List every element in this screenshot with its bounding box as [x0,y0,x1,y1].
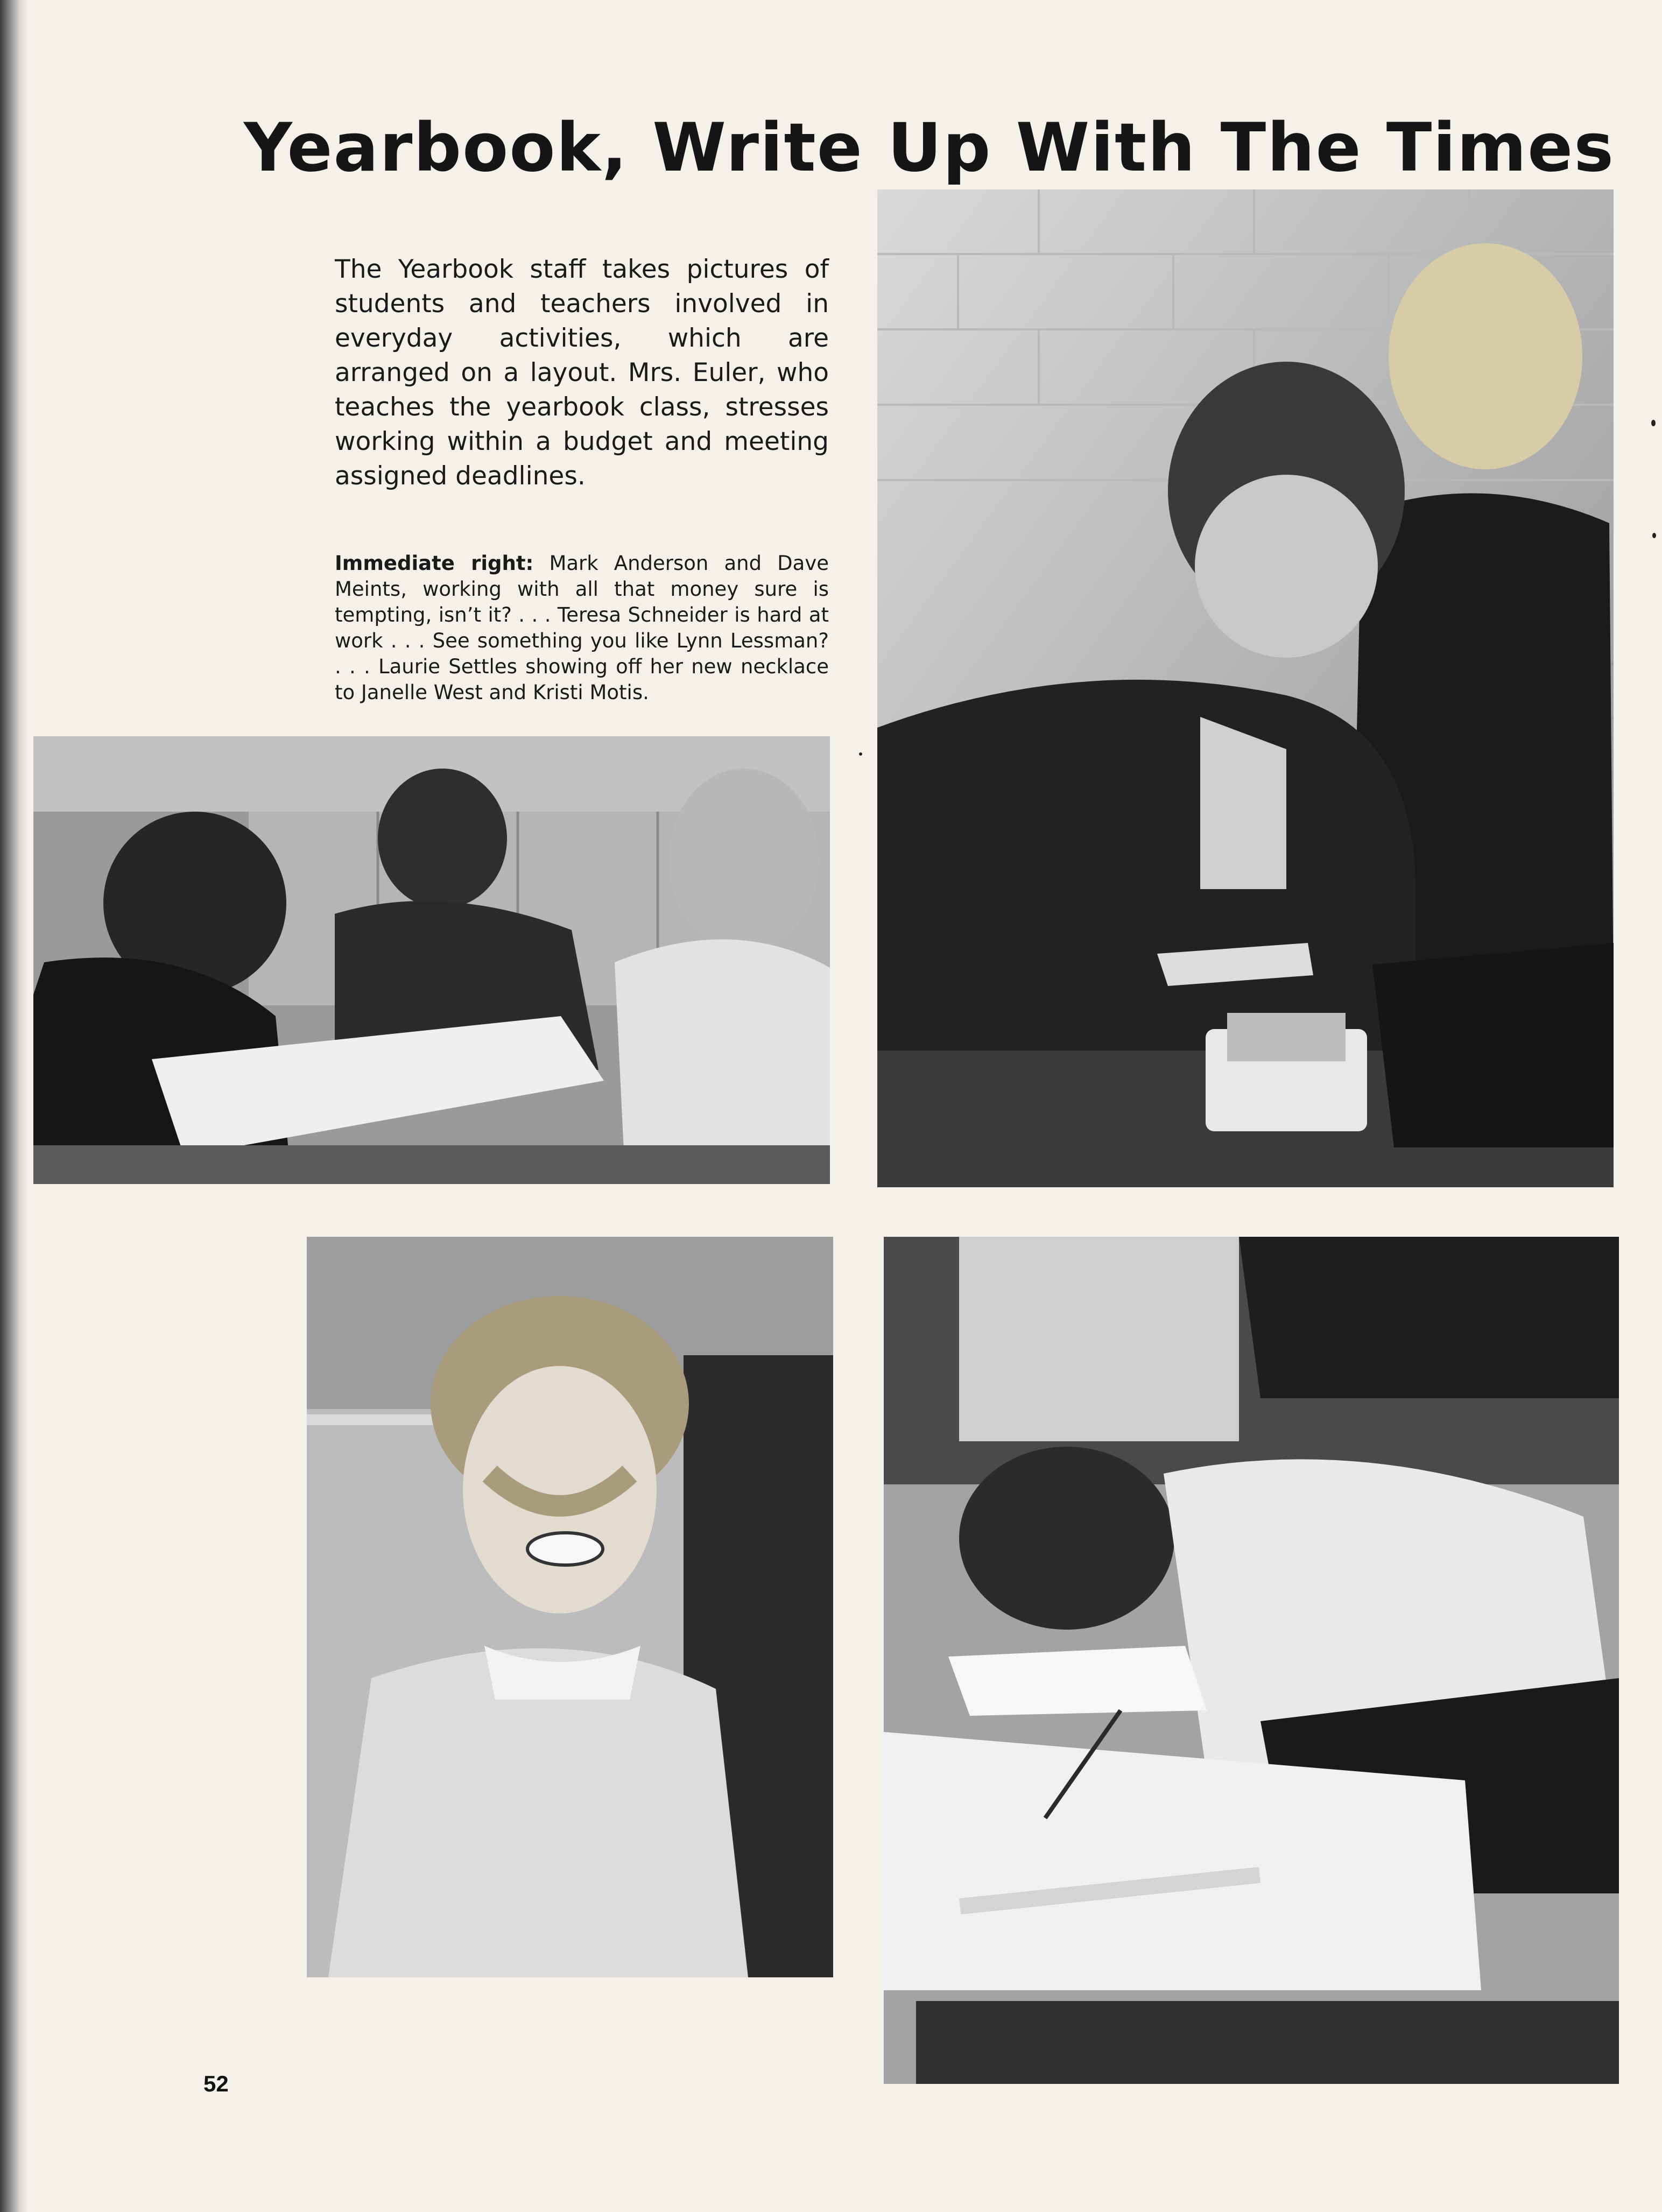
photo-caption [335,551,829,706]
caption-lead: Immediate right: [335,552,534,575]
print-speck [1652,533,1656,538]
photo-girl-drawing-layout-image [884,1237,1619,2084]
photo-money-box-boys-image [877,189,1614,1187]
book-binding-shadow [0,0,28,2212]
photo-smiling-girl-image [307,1237,833,1977]
print-speck [1651,420,1656,426]
page-number: 52 [203,2071,229,2096]
intro-paragraph: The Yearbook staff takes pictures of students and teachers involved in everyday activities, which are arranged on a layout. Mrs. Euler, who teaches the yearbook class, stresses working within a budget and meeting assigned deadlines. [335,255,829,491]
caption-text: Mark Anderson and Dave Meints, working with all that money sure is tempting, isn’t it? . . . Teresa Schneider is hard at work . . . See something you like Lynn Lessman? . . . Laurie Settles showing off her new necklace to Janelle West and Kristi Motis. [335,552,829,704]
photo-money-box-boys [877,189,1614,1187]
photo-three-girls-table [33,736,830,1184]
photo-smiling-girl [307,1237,833,1977]
photo-girl-drawing-layout [884,1237,1619,2084]
photo-three-girls-table-image [33,736,830,1184]
page-title: Yearbook, Write Up With The Times [244,109,1615,187]
print-speck [859,752,862,756]
